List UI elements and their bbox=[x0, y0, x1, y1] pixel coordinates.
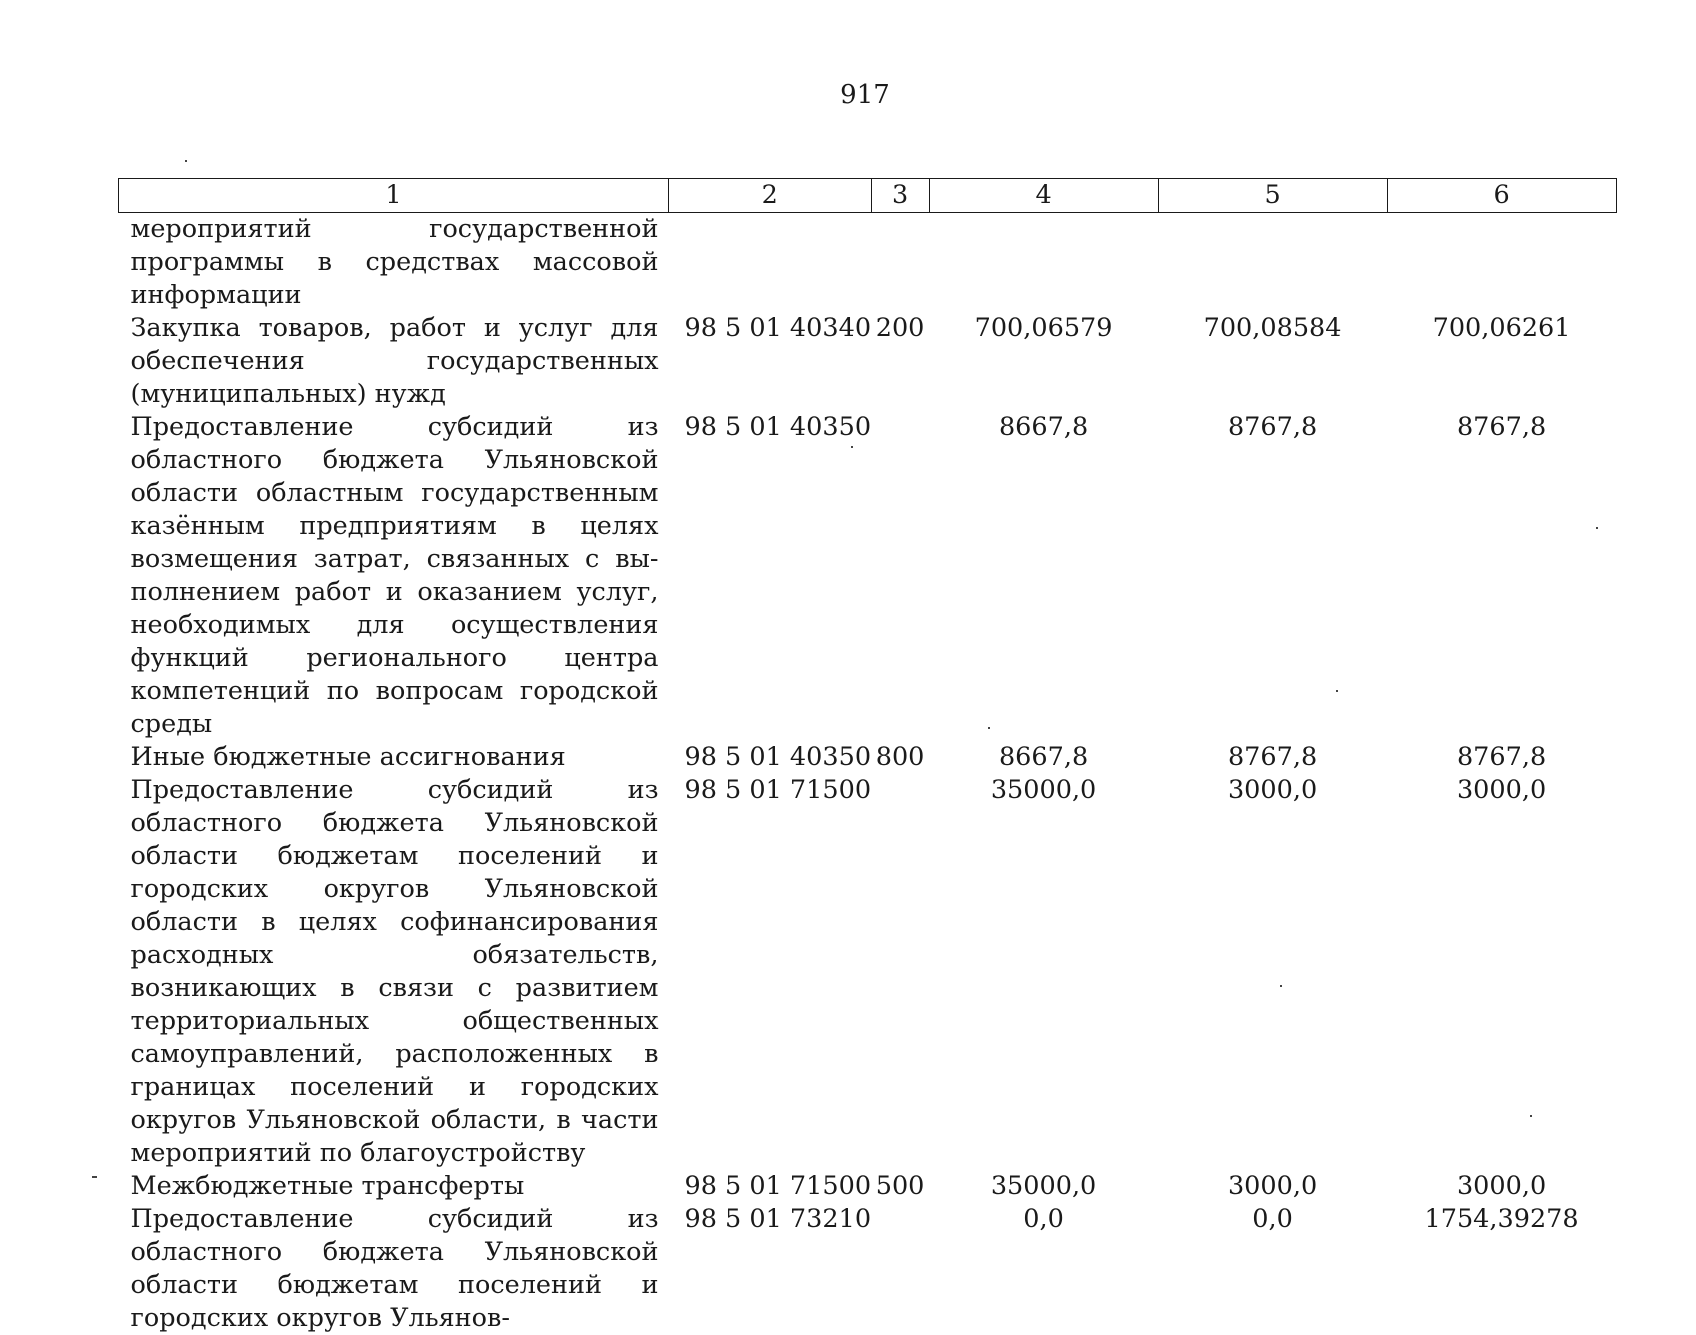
row-expense-type bbox=[871, 774, 929, 1170]
table-row bbox=[119, 213, 1617, 313]
row-amount-col6: 700,06261 bbox=[1432, 313, 1571, 343]
row-code: 98 5 01 73210 bbox=[684, 1204, 872, 1234]
row-name: Закупка товаров, работ и услуг для обеспечения государственных (муниципальных) нужд bbox=[130, 313, 659, 409]
row-name: Предоставление субсидий из областного бюджета Ульяновской области бюджетам поселений и городских округов Ульянов- bbox=[130, 1204, 659, 1333]
row-amount-col5: 700,08584 bbox=[1203, 313, 1342, 343]
column-header-5: 5 bbox=[1158, 179, 1387, 213]
table-row bbox=[119, 1170, 1617, 1203]
row-code: 98 5 01 71500 bbox=[684, 775, 872, 805]
row-code: 98 5 01 40350 bbox=[684, 742, 872, 772]
row-name: Предоставление субсидий из областного бюджета Ульяновской области областным государственным казённым предприятиям в целях возмещения затрат, связанных с выполнением работ и оказанием услуг, необходимых для осуществления функций регионального центра компетенций по вопросам городской среды bbox=[130, 412, 659, 739]
scan-speck bbox=[988, 727, 990, 729]
row-name: Иные бюджетные ассигнования bbox=[130, 742, 566, 772]
row-amount-col6: 1754,39278 bbox=[1424, 1204, 1579, 1234]
row-code: 98 5 01 40350 bbox=[684, 412, 872, 442]
scan-speck bbox=[1336, 690, 1338, 692]
row-code bbox=[669, 213, 872, 313]
row-amount-col6: 3000,0 bbox=[1456, 1171, 1547, 1201]
scan-speck bbox=[1596, 527, 1598, 529]
row-amount-col5: 8767,8 bbox=[1227, 742, 1318, 772]
row-amount-col4: 8667,8 bbox=[998, 742, 1089, 772]
row-code: 98 5 01 71500 bbox=[684, 1171, 872, 1201]
scan-speck bbox=[185, 160, 187, 162]
row-amount-col5: 3000,0 bbox=[1227, 775, 1318, 805]
row-amount-col6 bbox=[1387, 213, 1616, 313]
column-header-4: 4 bbox=[929, 179, 1158, 213]
row-expense-type bbox=[871, 411, 929, 741]
row-amount-col4 bbox=[929, 213, 1158, 313]
row-amount-col4: 35000,0 bbox=[990, 1171, 1097, 1201]
scan-speck bbox=[92, 1176, 97, 1178]
row-amount-col4: 0,0 bbox=[1023, 1204, 1064, 1234]
row-name: Межбюджетные трансферты bbox=[130, 1171, 525, 1201]
column-header-2: 2 bbox=[669, 179, 872, 213]
column-header-6: 6 bbox=[1387, 179, 1616, 213]
budget-table bbox=[118, 178, 1617, 1335]
row-amount-col4: 700,06579 bbox=[974, 313, 1113, 343]
scan-speck bbox=[1530, 1115, 1532, 1117]
scan-speck bbox=[851, 446, 853, 448]
table-row bbox=[119, 312, 1617, 411]
row-amount-col5 bbox=[1158, 213, 1387, 313]
scan-speck bbox=[1280, 985, 1282, 987]
row-name: Предоставление субсидий из областного бюджета Ульяновской области бюджетам поселений и городских округов Ульяновской области в целях софинансирования расходных обязательств, возникающих в связи с развитием территориальных общественных самоуправлений, расположенных в границах поселений и городских округов Ульяновской области, в части мероприятий по благоустройству bbox=[130, 775, 659, 1168]
row-amount-col6: 8767,8 bbox=[1456, 412, 1547, 442]
table-row bbox=[119, 741, 1617, 774]
row-amount-col5: 3000,0 bbox=[1227, 1171, 1318, 1201]
table-header-row bbox=[119, 179, 1617, 213]
table-row bbox=[119, 411, 1617, 741]
table-row bbox=[119, 774, 1617, 1170]
row-code: 98 5 01 40340 bbox=[684, 313, 872, 343]
row-expense-type: 500 bbox=[875, 1171, 925, 1201]
column-header-1: 1 bbox=[119, 179, 669, 213]
column-header-3: 3 bbox=[871, 179, 929, 213]
page-number: 917 bbox=[840, 80, 890, 110]
row-expense-type: 200 bbox=[875, 313, 925, 343]
row-amount-col6: 3000,0 bbox=[1456, 775, 1547, 805]
row-amount-col5: 0,0 bbox=[1252, 1204, 1293, 1234]
row-amount-col5: 8767,8 bbox=[1227, 412, 1318, 442]
row-amount-col4: 8667,8 bbox=[998, 412, 1089, 442]
table-row bbox=[119, 1203, 1617, 1335]
row-amount-col6: 8767,8 bbox=[1456, 742, 1547, 772]
row-expense-type: 800 bbox=[875, 742, 925, 772]
row-expense-type bbox=[871, 213, 929, 313]
row-name: мероприятий государственной программы в средствах массовой информации bbox=[130, 214, 659, 310]
row-expense-type bbox=[871, 1203, 929, 1335]
row-amount-col4: 35000,0 bbox=[990, 775, 1097, 805]
